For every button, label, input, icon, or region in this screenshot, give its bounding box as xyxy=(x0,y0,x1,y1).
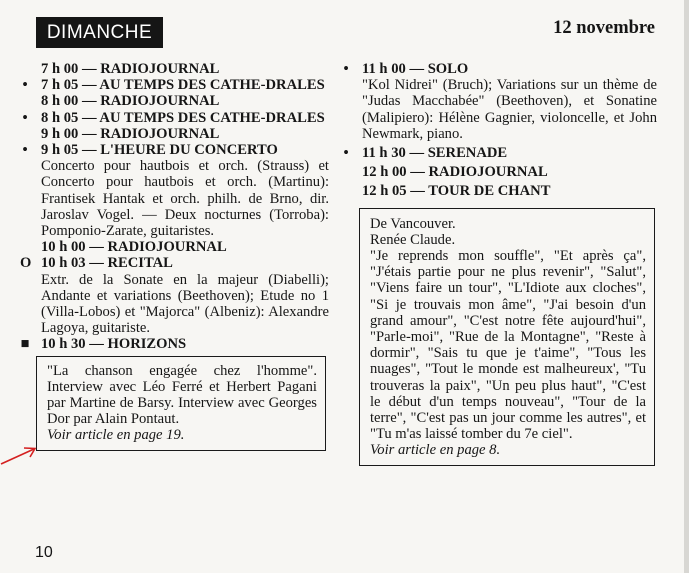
tour-de-chant-box xyxy=(359,208,655,466)
bullet-mark: ■ xyxy=(20,336,30,353)
program-entry: • 7 h 05 — AU TEMPS DES CATHE-DRALES xyxy=(32,77,329,93)
program-entry: 12 h 00 — RADIOJOURNAL xyxy=(362,164,548,181)
program-title: HORIZONS xyxy=(107,336,187,353)
program-description: Extr. de la Sonate en la majeur (Diabelli); Andante et variations (Beethoven); Etude no 1 (Villa-Lobos) et "Majorca" (Albeniz): Alexandre Lagoya, guitariste. xyxy=(41,271,329,337)
program-time: 12 h 05 xyxy=(362,183,407,200)
program-time: 11 h 00 xyxy=(362,61,406,77)
program-title: AU TEMPS DES CATHE-DRALES xyxy=(99,77,325,94)
program-entry: O 10 h 03 — RECITAL Extr. de la Sonate en la majeur (Diabelli); Andante et variations (Beethoven); Etude no 1 (Villa-Lobos) et "Majorca" (Albeniz): Alexandre Lagoya, guitariste. xyxy=(20,255,329,337)
program-title: SOLO xyxy=(427,61,469,77)
program-entry: • 11 h 00 — SOLO "Kol Nidrei" (Bruch); Variations sur un thème de "Judas Macchabée" (Beethoven), et Sonatine (Malipiero): Hélène Gagnier, violoncelle, et John Newmark, piano. xyxy=(353,61,657,142)
program-description: Concerto pour hautbois et orch. (Strauss) et Concerto pour hautbois et orch. (Martinu): Frantisek Hantak et orch. philh. de Brno, dir. Jaroslav Vogel. — Deux nocturnes (Torroba): Pomponio-Zarate, guitaristes. xyxy=(41,158,329,240)
program-entry: 9 h 00 — RADIOJOURNAL xyxy=(41,125,220,142)
program-title: TOUR DE CHANT xyxy=(428,183,551,200)
bullet-mark: • xyxy=(22,142,28,159)
program-title: RADIOJOURNAL xyxy=(428,164,548,181)
program-time: 7 h 05 xyxy=(41,77,79,94)
program-description: "Kol Nidrei" (Bruch); Variations sur un thème de "Judas Macchabée" (Beethoven), et Sonatine (Malipiero): Hélène Gagnier, violoncelle, et John Newmark, piano. xyxy=(362,77,657,142)
program-time: 12 h 00 xyxy=(362,164,407,181)
red-arrow-icon xyxy=(0,444,40,466)
program-title: RADIOJOURNAL xyxy=(100,61,220,77)
program-title: L'HEURE DU CONCERTO xyxy=(100,142,278,159)
program-time: 8 h 00 xyxy=(41,93,79,110)
program-time: 7 h 00 xyxy=(41,61,79,77)
program-title: RECITAL xyxy=(107,255,173,272)
program-entry: • 11 h 30 — SERENADE xyxy=(353,145,657,161)
program-entry: 8 h 00 — RADIOJOURNAL xyxy=(41,93,220,110)
program-title: RADIOJOURNAL xyxy=(100,125,220,142)
program-time: 10 h 03 xyxy=(41,255,86,272)
horizons-box xyxy=(36,356,326,451)
page-edge xyxy=(684,0,689,573)
program-title: RADIOJOURNAL xyxy=(100,93,220,110)
bullet-mark: • xyxy=(343,61,349,77)
right-column xyxy=(343,61,657,466)
bullet-mark: • xyxy=(22,109,28,126)
bullet-mark: • xyxy=(22,77,28,94)
program-time: 9 h 05 xyxy=(41,142,79,159)
program-time: 10 h 00 xyxy=(41,239,86,256)
left-column xyxy=(20,61,329,451)
program-time: 11 h 30 xyxy=(362,145,406,162)
program-entry: • 8 h 05 — AU TEMPS DES CATHE-DRALES xyxy=(32,110,329,126)
program-time: 8 h 05 xyxy=(41,109,79,126)
article-reference: Voir article en page 8. xyxy=(370,442,501,459)
day-badge: DIMANCHE xyxy=(36,17,163,48)
date-heading: 12 novembre xyxy=(553,18,655,38)
program-title: AU TEMPS DES CATHE-DRALES xyxy=(99,109,325,126)
program-title: RADIOJOURNAL xyxy=(107,239,227,256)
bullet-mark: • xyxy=(343,145,349,162)
program-time: 9 h 00 xyxy=(41,125,79,142)
program-time: 10 h 30 xyxy=(41,336,86,353)
program-entry: 7 h 00 — RADIOJOURNAL xyxy=(41,61,220,77)
article-reference: Voir article en page 19. xyxy=(47,427,185,444)
bullet-mark: O xyxy=(20,255,32,272)
song-list: "Je reprends mon souffle", "Et après ça", "J'étais partie pour ne plus revenir", "Salut", "Viens faire un tour", "L'Idiote aux cloches", "Si je trouvais mon âme", "J'ai besoin d'un grand amour", "C'est notre fête aujourd'hui", "Parle-moi", "Rue de la Montagne", "Reste à dormir", "Sais tu que je t'aime", "Tous les nuages", "Tout le monde est malheureux', "Tu trouveras la paix", "Un peu plus haut", "C'est le début d'un temps nouveau", "Tour de la terre", "C'est pas un jour comme les autres", et "Tu m'as laissé tomber du 7e ciel". xyxy=(370,248,646,443)
program-title: SERENADE xyxy=(427,145,508,162)
program-entry: 10 h 00 — RADIOJOURNAL xyxy=(41,239,227,256)
program-entry: 12 h 05 — TOUR DE CHANT xyxy=(362,183,551,200)
origin-line: De Vancouver. xyxy=(370,215,456,232)
program-entry: • 9 h 05 — L'HEURE DU CONCERTO Concerto pour hautbois et orch. (Strauss) et Concerto pour hautbois et orch. (Martinu): Frantisek Hantak et orch. philh. de Brno, dir. Jaroslav Vogel. — Deux nocturnes (Torroba): Pomponio-Zarate, guitaristes. xyxy=(32,142,329,239)
program-entry: ■ 10 h 30 — HORIZONS xyxy=(20,336,187,353)
horizons-description: "La chanson engagée chez l'homme". Interview avec Léo Ferré et Herbert Pagani par Martine de Barsy. Interview avec Georges Dor par Alain Pontaut. xyxy=(47,362,317,428)
page-number: 10 xyxy=(35,544,53,561)
artist-line: Renée Claude. xyxy=(370,231,456,248)
